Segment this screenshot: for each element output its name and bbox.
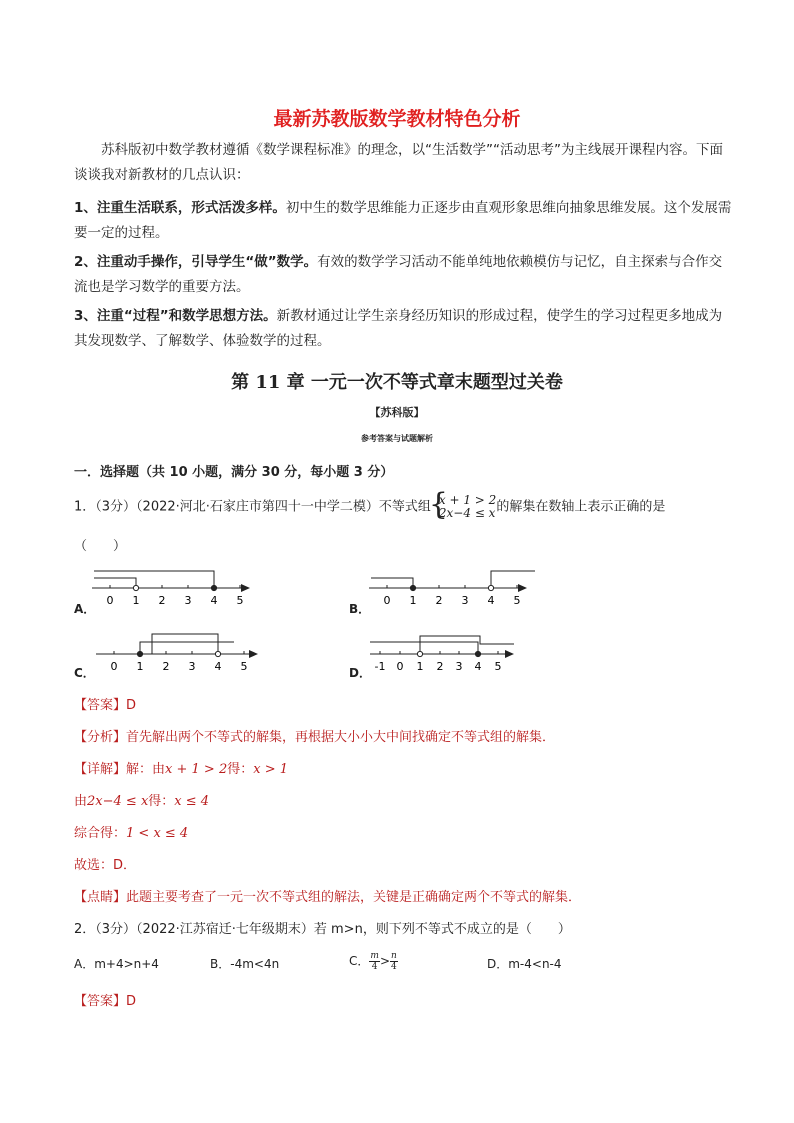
open-point (417, 651, 422, 656)
q1-stem (74, 487, 666, 522)
fraction-denominator: 4 (371, 962, 378, 972)
option-a-number-line (88, 566, 260, 614)
comparison-operator: > (379, 954, 390, 968)
solution-bracket-1 (94, 578, 136, 588)
intro-paragraph: 苏科版初中数学教材遵循《数学课程标准》的理念，以“生活数学”“活动思考”为主线展开课程内容。下面谈谈我对新教材的几点认识： (74, 142, 723, 183)
chapter-title: 第 11 章 一元一次不等式章末题型过关卷 (231, 372, 563, 393)
point-3 (74, 304, 734, 354)
q1-inequality-system (428, 487, 497, 522)
tick-label: 3 (188, 660, 196, 673)
closed-point (211, 585, 216, 590)
detail-text: 综合得： (74, 826, 127, 841)
point-2-heading: 2、注重动手操作，引导学生“做”数学。 (74, 254, 318, 270)
closed-point (137, 651, 142, 656)
point-2 (74, 250, 734, 300)
detail-inequality: 2x−4 ≤ x (87, 794, 149, 809)
option-a-label: A． (74, 602, 96, 616)
point-1-heading: 1、注重生活联系，形式活泼多样。 (74, 200, 286, 216)
q1-choice: 故选：D． (74, 858, 137, 873)
q2-option-b: B．-4m<4n (210, 957, 280, 971)
q2-option-c (349, 951, 398, 972)
detail-result: x > 1 (253, 762, 289, 777)
answer-tag: 【答案】 (74, 698, 127, 713)
q2-stem: 2．（3分）（2022·江苏宿迁·七年级期末）若 m>n，则下列不等式不成立的是（ ） (74, 922, 571, 937)
point-2-text: 有效的数学学习活动不能单纯地依赖模仿与记忆，自主探索与合作交流也是学习数学的重要方法。 (74, 254, 723, 295)
tick-label: 3 (184, 594, 192, 607)
tick-label: 0 (396, 660, 404, 673)
open-point (215, 651, 220, 656)
option-c-number-line (92, 628, 264, 678)
edition-label: 【苏科版】 (369, 406, 425, 419)
fraction-denominator: 4 (391, 962, 397, 972)
analysis-tag: 【分析】 (74, 730, 127, 745)
tick-label: 2 (162, 660, 170, 673)
open-point (133, 585, 138, 590)
open-point (488, 585, 493, 590)
fraction-numerator: n (391, 951, 397, 961)
option-c-label: C． (349, 954, 370, 968)
q1-system-line-1: x + 1 > 2 (438, 493, 497, 507)
tick-label: 4 (474, 660, 482, 673)
solution-bracket-2 (94, 571, 214, 588)
q1-stem-suffix: 的解集在数轴上表示正确的是 (496, 499, 666, 515)
answer-value: D (126, 994, 137, 1009)
option-b-label: B． (349, 602, 371, 616)
q1-system-line-2: 2x−4 ≤ x (438, 506, 496, 520)
axis-arrow (241, 584, 250, 592)
tick-label: -1 (374, 660, 386, 673)
q1-stem-prefix: 1．（3分）（2022·河北·石家庄市第四十一中学二模）不等式组 (74, 499, 431, 515)
tick-label: 0 (110, 660, 118, 673)
q2-option-d: D．m-4<n-4 (487, 957, 562, 971)
fraction-numerator: m (370, 951, 379, 961)
comment-tag: 【点睛】 (74, 890, 127, 905)
tick-label: 5 (236, 594, 244, 607)
detail-text: 解：由 (126, 762, 166, 777)
option-b-number-line (365, 566, 537, 614)
detail-text: 得： (148, 794, 175, 809)
tick-label: 3 (461, 594, 469, 607)
option-d-label: D． (349, 666, 371, 680)
tick-label: 0 (106, 594, 114, 607)
fraction-n-over-4 (390, 951, 398, 972)
solution-bracket-2 (491, 571, 535, 588)
point-1 (74, 196, 734, 246)
q1-detail (74, 758, 288, 777)
tick-label: 3 (455, 660, 463, 673)
document-title: 最新苏教版数学教材特色分析 (273, 108, 521, 130)
analysis-text: 首先解出两个不等式的解集，再根据大小小大中间找确定不等式组的解集． (126, 730, 556, 745)
detail-inequality: x + 1 > 2 (165, 762, 228, 777)
detail-result: x ≤ 4 (174, 794, 210, 809)
q1-combined (74, 822, 188, 841)
tick-label: 1 (132, 594, 140, 607)
detail-text: 由 (74, 794, 88, 809)
closed-point (475, 651, 480, 656)
axis-arrow (505, 650, 514, 658)
tick-label: 2 (435, 594, 443, 607)
answer-tag: 【答案】 (74, 994, 127, 1009)
solution-bracket-2 (152, 634, 218, 654)
tick-label: 5 (240, 660, 248, 673)
tick-label: 1 (416, 660, 424, 673)
tick-label: 4 (487, 594, 495, 607)
point-3-heading: 3、注重“过程”和数学思想方法。 (74, 308, 277, 324)
q2-option-a: A．m+4>n+4 (74, 957, 159, 971)
tick-label: 1 (136, 660, 144, 673)
combined-result: 1 < x ≤ 4 (126, 826, 189, 841)
axis-arrow (249, 650, 258, 658)
section-heading: 一．选择题（共 10 小题，满分 30 分，每小题 3 分） (74, 465, 394, 480)
tick-label: 2 (158, 594, 166, 607)
option-d-number-line (366, 632, 526, 678)
tick-label: 5 (513, 594, 521, 607)
closed-point (410, 585, 415, 590)
tick-label: 1 (409, 594, 417, 607)
solution-bracket-1 (371, 578, 413, 588)
option-c-label: C． (74, 666, 95, 680)
tick-label: 4 (210, 594, 218, 607)
fraction-m-over-4 (369, 951, 380, 972)
answer-value: D (126, 698, 137, 713)
detail-tag: 【详解】 (74, 762, 127, 777)
tick-label: 0 (383, 594, 391, 607)
q1-detail-step-2 (74, 790, 209, 809)
detail-text: 得： (227, 762, 254, 777)
brace-glyph: { (428, 487, 448, 522)
q1-answer (74, 694, 136, 713)
q1-analysis (74, 726, 555, 745)
solution-bracket-1 (370, 642, 478, 654)
axis-arrow (518, 584, 527, 592)
point-3-text: 新教材通过让学生亲身经历知识的形成过程，使学生的学习过程更多地成为其发现数学、了解数学、体验数学的过程。 (74, 308, 723, 349)
comment-text: 此题主要考查了一元一次不等式组的解法，关键是正确确定两个不等式的解集． (126, 890, 582, 905)
answer-subtitle: 参考答案与试题解析 (361, 434, 433, 443)
q2-answer (74, 990, 136, 1009)
tick-label: 4 (214, 660, 222, 673)
q1-comment (74, 886, 581, 905)
tick-label: 5 (494, 660, 502, 673)
q1-answer-paren: （ ） (74, 539, 127, 554)
point-1-text: 初中生的数学思维能力正逐步由直观形象思维向抽象思维发展。这个发展需要一定的过程。 (74, 200, 732, 241)
solution-bracket-2 (420, 636, 514, 654)
tick-label: 2 (436, 660, 444, 673)
